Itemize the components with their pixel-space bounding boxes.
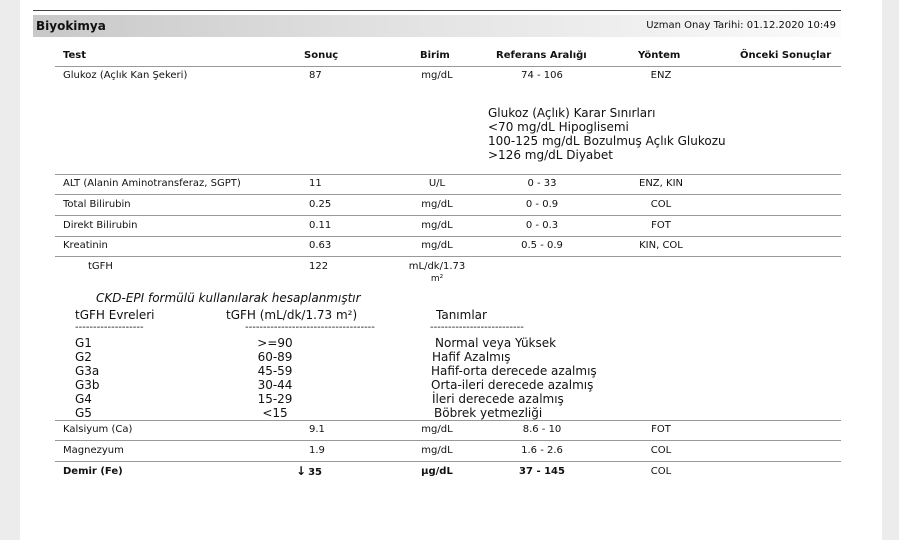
row-method: FOT [651,424,671,435]
row-result: 0.63 [309,240,332,251]
row-reference: 1.6 - 2.6 [521,445,563,456]
row-reference: 0.5 - 0.9 [521,240,563,251]
gfr-caption: CKD-EPI formülü kullanılarak hesaplanmıştır [96,291,361,305]
row-test: Total Bilirubin [63,199,131,210]
approval-label: Uzman Onay Tarihi: [646,20,744,31]
row-result: 35 [308,467,322,478]
header-rule [55,66,841,67]
gfr-range: <15 [262,406,288,420]
row-result: 87 [309,70,322,81]
gfr-header-range: tGFH (mL/dk/1.73 m²) [226,308,358,322]
row-divider [55,420,841,421]
row-unit: µg/dL [421,466,453,477]
row-unit: mg/dL [421,199,453,210]
row-unit: mg/dL [421,445,453,456]
gfr-dash: -------------------------- [430,322,524,333]
row-result-wrap [296,464,322,478]
col-header-result: Sonuç [304,50,339,61]
row-reference: 0 - 0.9 [525,199,559,210]
gfr-stage: G3b [75,378,100,392]
approval-date: 01.12.2020 10:49 [746,20,836,31]
row-method: KIN, COL [639,240,683,251]
row-divider [55,461,841,462]
row-unit: mL/dk/1.73 [408,261,466,272]
gfr-range: 15-29 [257,392,293,406]
row-result: 11 [309,178,322,189]
row-result: 9.1 [309,424,325,435]
row-test: Glukoz (Açlık Kan Şekeri) [63,70,188,81]
row-unit: mg/dL [421,240,453,251]
row-method: FOT [651,220,671,231]
gfr-desc: Hafif Azalmış [432,350,511,364]
glucose-decision-note [488,106,726,162]
row-result: 0.25 [309,199,332,210]
row-method: COL [650,199,672,210]
row-test: Direkt Bilirubin [63,220,138,231]
row-reference: 8.6 - 10 [522,424,562,435]
row-result: 1.9 [309,445,325,456]
col-header-reference: Referans Aralığı [496,50,587,61]
row-method: COL [650,466,672,477]
row-reference: 37 - 145 [519,466,565,477]
row-divider [55,215,841,216]
row-divider [55,236,841,237]
gfr-desc: Normal veya Yüksek [435,336,557,350]
gfr-stage: G5 [75,406,92,420]
gfr-dash: ------------------- [75,322,144,333]
low-arrow-icon: ↓ [296,464,307,478]
gfr-range: 30-44 [257,378,293,392]
glucose-note-line: 100-125 mg/dL Bozulmuş Açlık Glukozu [488,134,726,148]
row-result: 0.11 [309,220,332,231]
row-test: Kalsiyum (Ca) [63,424,133,435]
gfr-range: >=90 [257,336,293,350]
row-method: ENZ [650,70,672,81]
row-unit: mg/dL [421,424,453,435]
glucose-note-title: Glukoz (Açlık) Karar Sınırları [488,106,656,120]
section-title: Biyokimya [36,19,106,33]
row-method: ENZ, KIN [639,178,683,189]
gfr-header-desc: Tanımlar [436,308,487,322]
col-header-previous: Önceki Sonuçlar [740,50,832,61]
gfr-stage: G2 [75,350,92,364]
row-test: Magnezyum [63,445,124,456]
row-divider [55,440,841,441]
row-divider [55,174,841,175]
row-reference: 0 - 33 [527,178,557,189]
gfr-stage: G1 [75,336,92,350]
gfr-dash: ------------------------------------ [245,322,375,333]
row-unit: U/L [428,178,446,189]
row-method: COL [650,445,672,456]
gfr-desc: Hafif-orta derecede azalmış [431,364,597,378]
gfr-header-stage: tGFH Evreleri [75,308,155,322]
row-result: 122 [309,261,329,272]
row-reference: 74 - 106 [521,70,563,81]
section-header [33,15,841,37]
col-header-method: Yöntem [638,50,681,61]
row-test: Kreatinin [63,240,108,251]
row-test: Demir (Fe) [63,466,123,477]
row-test: tGFH [88,261,113,272]
row-divider [55,256,841,257]
row-reference: 0 - 0.3 [525,220,559,231]
gfr-range: 60-89 [257,350,293,364]
top-rule [33,10,841,11]
gfr-range: 45-59 [257,364,293,378]
glucose-note-line: <70 mg/dL Hipoglisemi [488,120,629,134]
row-unit: mg/dL [421,70,453,81]
gfr-stage: G3a [75,364,100,378]
gfr-desc: İleri derecede azalmış [432,392,564,406]
row-unit-suffix: m² [430,274,444,284]
approval-info [646,20,836,31]
col-header-test: Test [63,50,87,61]
row-unit: mg/dL [421,220,453,231]
gfr-stage: G4 [75,392,92,406]
gfr-desc: Orta-ileri derecede azalmış [431,378,594,392]
glucose-note-line: >126 mg/dL Diyabet [488,148,613,162]
gfr-desc: Böbrek yetmezliği [434,406,543,420]
col-header-unit: Birim [420,50,450,61]
row-divider [55,194,841,195]
row-test: ALT (Alanin Aminotransferaz, SGPT) [63,178,241,189]
